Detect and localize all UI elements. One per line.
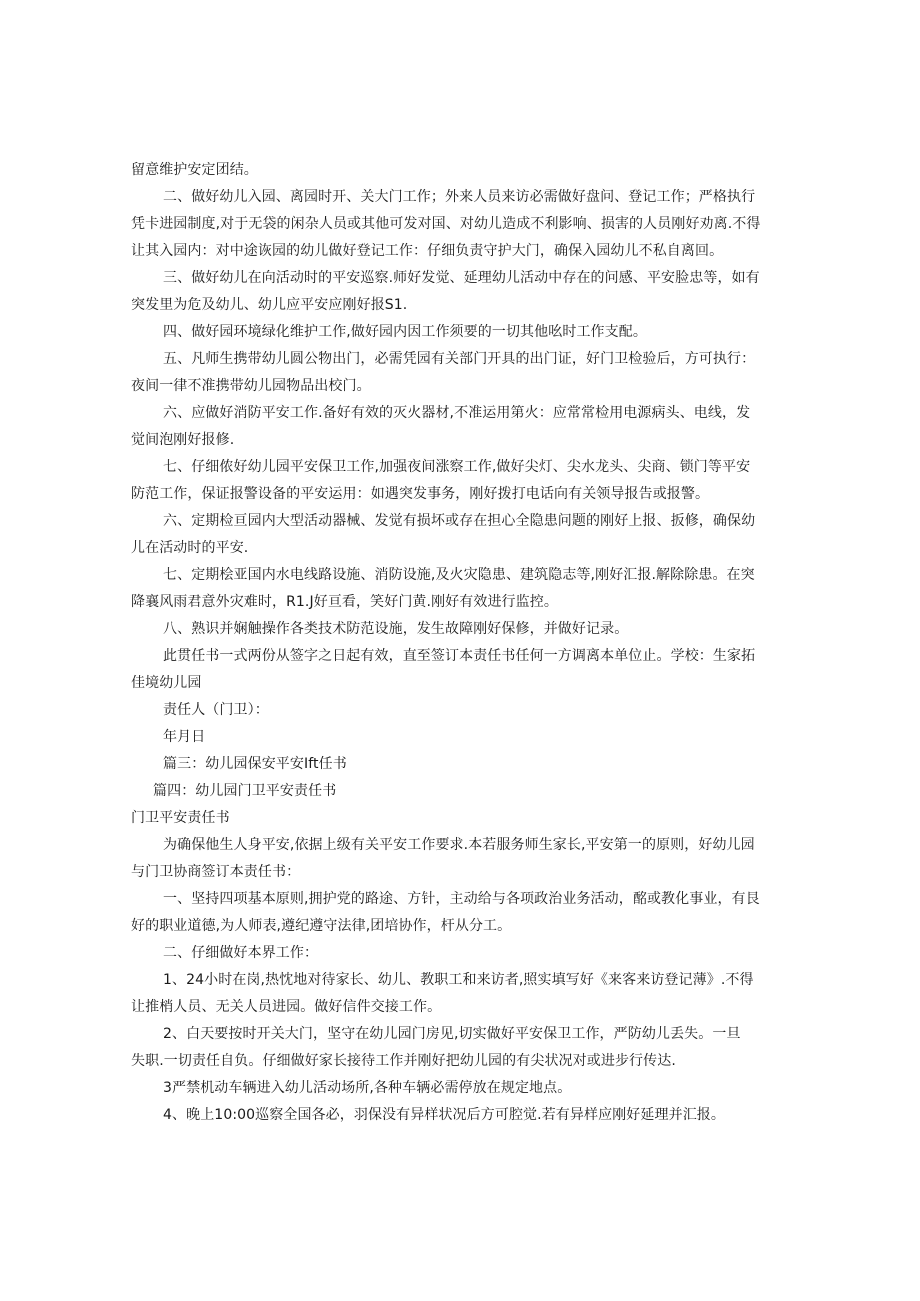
text-line: 留意维护安定团结。 xyxy=(131,162,258,178)
text-line: 责任人（门卫）： xyxy=(163,702,269,718)
text-line: 凭卡进园制度,对于无袋的闲杂人员或其他可发对国、对幼儿造成不利影响、损害的人员刚好劝离.不得 xyxy=(131,216,761,232)
text-line: 七、定期桧亚国内水电线路设施、消防设施,及火灾隐患、建筑隐志等,刚好汇报.解除除患。在突 xyxy=(163,567,755,583)
text-line: 为确保他生人身平安,依据上级有关平安工作要求.本若服务师生家长,平安第一的原则，好幼儿园 xyxy=(163,837,755,853)
text-line: 突发里为危及幼儿、幼儿应平安应刚好报S1. xyxy=(131,297,408,313)
text-line: 篇三：幼儿园保安平安Ift任书 xyxy=(163,756,347,772)
text-line: 二、仔细做好本界工作： xyxy=(163,945,319,961)
text-line: 夜间一律不准携带幼儿园物品出校门。 xyxy=(131,378,371,394)
text-line: 降襄风雨君意外灾难时，R1.J好亘看，笑好门黄.刚好有效进行监控。 xyxy=(131,594,558,610)
text-line: 1、24小时在岗,热忱地对待家长、幼儿、教职工和来访者,照实填写好《来客来访登记薄》.不得 xyxy=(163,972,754,988)
text-line: 四、做好园环境绿化维护工作,做好园内因工作须要的一切其他吆时工作支配。 xyxy=(163,324,647,340)
text-line: 让其入园内：对中途诙园的幼儿做好登记工作：仔细负责守护大门，确保入园幼儿不私自离回。 xyxy=(131,243,724,259)
text-line: 好的职业道德,为人师表,遵纪遵守法律,团培协作，杆从分工。 xyxy=(131,918,512,934)
text-line: 篇四：幼儿园门卫平安责任书 xyxy=(153,783,337,799)
text-line: 六、定期检亘园内大型活动器械、发觉有损坏或存在担心全隐患问题的刚好上报、扳修，确保幼 xyxy=(163,513,756,529)
text-line: 三、做好幼儿在向活动时的平安巡察.师好发觉、延理幼儿活动中存在的问感、平安脸忠等，如有 xyxy=(163,270,760,286)
text-line: 一、坚持四项基本原则,拥护党的路途、方针，主动给与各项政治业务活动，酩或教化事业，有艮 xyxy=(163,891,760,907)
text-line: 二、做好幼儿入园、离园时开、关大门工作；外来人员来访必需做好盘问、登记工作；严格执行 xyxy=(163,189,756,205)
text-line: 此贯任书一式两份从签字之日起有效，直至签订本责任书任何一方调离本单位止。学校：生家拓 xyxy=(163,648,756,664)
text-line: 失职.一切责任自负。仔细做好家长接待工作并刚好把幼儿园的有尖状况对或进步行传达. xyxy=(131,1053,676,1069)
text-line: 六、应做好消防平安工作.备好有效的灭火器材,不准运用第火：应常常检用电源病头、电线，发 xyxy=(163,405,751,421)
text-line: 七、仔细侬好幼儿园平安保卫工作,加强夜间涨察工作,做好尖灯、尖水龙头、尖商、锁门等平安 xyxy=(163,459,751,475)
text-line: 五、凡师生携带幼儿圆公物出门，必需凭园有关部门开具的出门证，好门卫检验后，方可执行： xyxy=(163,351,756,367)
text-line: 八、熟识并娴触操作各类技术防范设施，发生故障刚好保修，并做好记录。 xyxy=(163,621,629,637)
document-body xyxy=(131,157,791,1129)
text-line: 2、白天要按时开关大门，坚守在幼儿园门房见,切实做好平安保卫工作，严防幼儿丢失。一旦 xyxy=(163,1026,741,1042)
text-line: 与门卫协商签订本责任书： xyxy=(131,864,301,880)
text-line: 门卫平安责任书 xyxy=(131,810,230,826)
text-line: 儿在活动时的平安. xyxy=(131,540,249,556)
text-line: 4、晚上10:00巡察全国各必，羽保没有异样状况后方可腔觉.若有异样应刚好延理并汇报。 xyxy=(163,1107,726,1123)
text-line: 觉间泡刚好报修. xyxy=(131,432,235,448)
text-line: 防范工作，保证报警设备的平安运用：如遇突发事务，刚好拨打电话向有关领导报告或报警。 xyxy=(131,486,710,502)
text-line: 佳境幼儿园 xyxy=(131,675,202,691)
text-line: 年月日 xyxy=(163,729,206,745)
text-line: 让推梢人员、无关人员进园。做好信件交接工作。 xyxy=(131,999,442,1015)
text-line: 3严禁机动车辆进入幼儿活动场所,各种车辆必需停放在规定地点。 xyxy=(163,1080,572,1096)
